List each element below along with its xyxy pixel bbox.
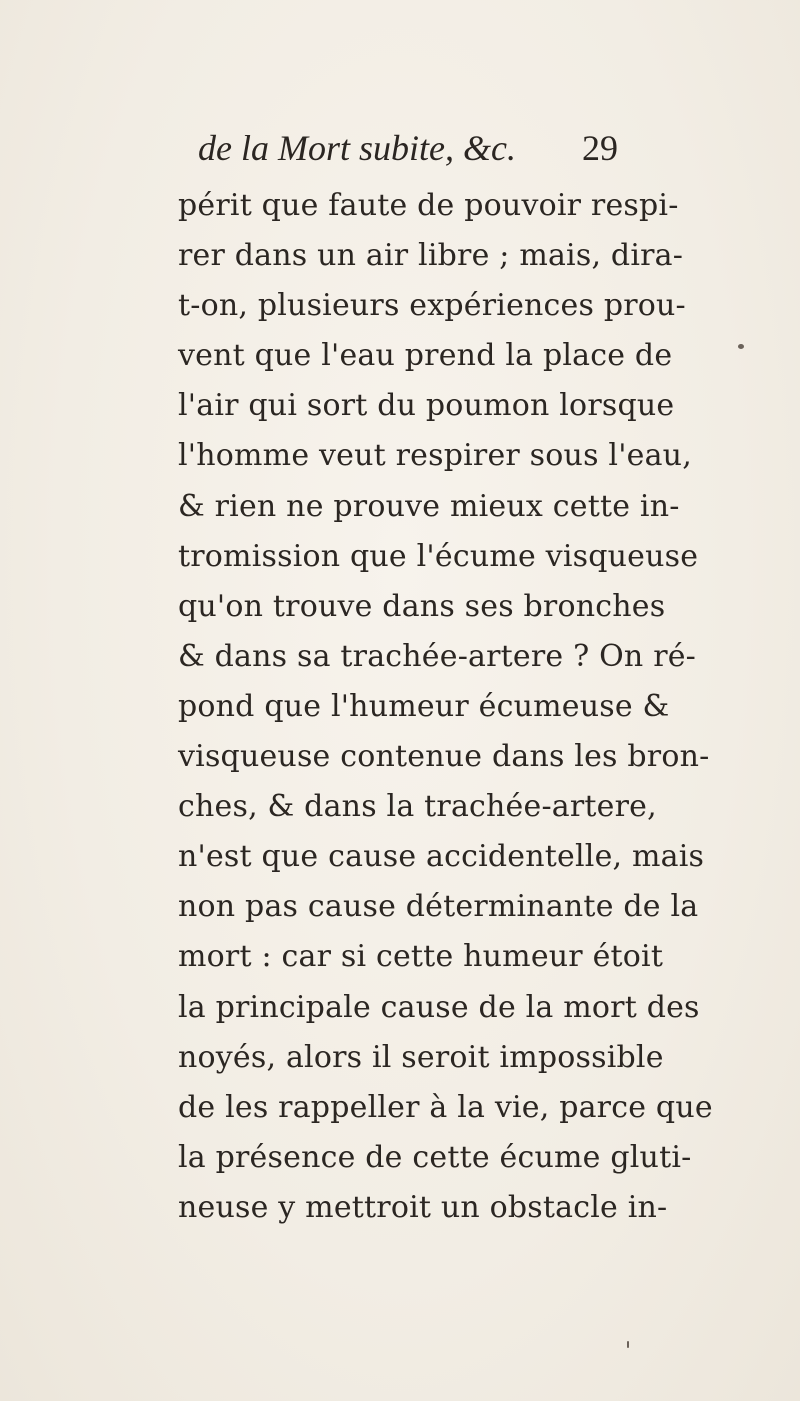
- paper-speck: [627, 1341, 629, 1348]
- text-line: qu'on trouve dans ses bronches: [178, 588, 666, 624]
- paper-speck: [738, 344, 744, 349]
- text-line: tromission que l'écume visqueuse: [178, 538, 699, 574]
- text-line: n'est que cause accidentelle, mais: [178, 839, 705, 875]
- page-number: 29: [582, 128, 618, 168]
- body-text: [178, 181, 713, 1233]
- text-line: la principale cause de la mort des: [178, 989, 700, 1025]
- text-line: l'homme veut respirer sous l'eau,: [178, 438, 692, 474]
- text-line: t-on, plusieurs expériences prou-: [178, 288, 686, 324]
- running-title: de la Mort subite, &c.: [198, 128, 516, 168]
- text-line: & rien ne prouve mieux cette in-: [178, 488, 680, 524]
- text-line: périt que faute de pouvoir respi-: [178, 188, 679, 223]
- text-line: non pas cause déterminante de la: [178, 889, 699, 925]
- text-line: la présence de cette écume gluti-: [178, 1139, 692, 1175]
- text-line: ches, & dans la trachée-artere,: [178, 789, 657, 825]
- text-line: visqueuse contenue dans les bron-: [178, 739, 710, 775]
- text-line: noyés, alors il seroit impossible: [178, 1039, 664, 1075]
- text-line: vent que l'eau prend la place de: [178, 338, 673, 374]
- text-line: pond que l'humeur écumeuse &: [178, 688, 670, 724]
- text-line: l'air qui sort du poumon lorsque: [178, 388, 675, 424]
- text-line: mort : car si cette humeur étoit: [178, 939, 664, 975]
- text-line: neuse y mettroit un obstacle in-: [178, 1189, 668, 1225]
- text-line: & dans sa trachée-artere ? On ré-: [178, 638, 697, 674]
- page-header: [198, 118, 618, 178]
- text-line: de les rappeller à la vie, parce que: [178, 1089, 713, 1125]
- text-line: rer dans un air libre ; mais, dira-: [178, 238, 684, 274]
